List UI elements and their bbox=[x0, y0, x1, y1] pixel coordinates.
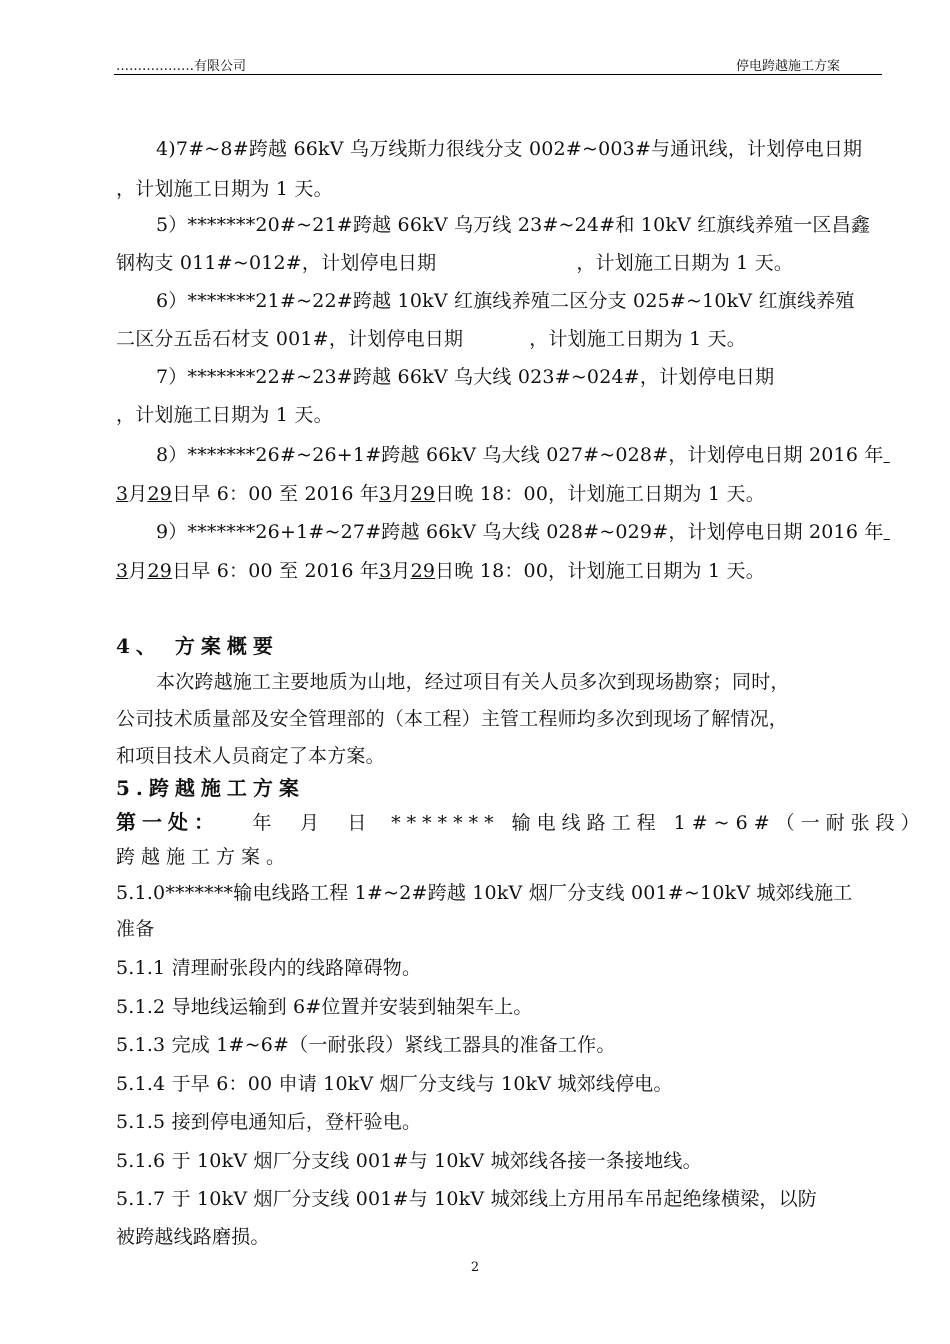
step-5-1-3: 5.1.3 完成 1#~6#（一耐张段）紧线工器具的准备工作。 bbox=[116, 1034, 616, 1056]
item-8-line1 bbox=[156, 440, 890, 467]
section-4-para-line1: 本次跨越施工主要地质为山地，经过项目有关人员多次到现场勘察；同时， bbox=[156, 671, 790, 693]
date-day: 29 bbox=[147, 483, 173, 505]
date-month-4: 3 bbox=[379, 560, 392, 582]
section-5-heading: 5.跨越施工方案 bbox=[116, 776, 305, 800]
step-5-1-2: 5.1.2 导地线运输到 6#位置并安装到轴架车上。 bbox=[116, 996, 533, 1018]
date-day-3: 29 bbox=[147, 560, 173, 582]
step-5-1-0-line1: 5.1.0*******输电线路工程 1#~2#跨越 10kV 烟厂分支线 001#~10kV 城郊线施工 bbox=[116, 882, 853, 904]
item-8-text: 8）*******26#~26+1#跨越 66kV 乌大线 027#~028#，计划停电日期 2016 年 bbox=[156, 444, 884, 466]
step-5-1-5: 5.1.5 接到停电通知后，登杆验电。 bbox=[116, 1111, 422, 1133]
date-month-2: 3 bbox=[379, 483, 392, 505]
first-location-date: 年 月 日 bbox=[252, 812, 367, 834]
first-location-label: 第一处： bbox=[116, 810, 220, 834]
item-5-line2 bbox=[116, 248, 793, 275]
item-9-text: 9）*******26+1#~27#跨越 66kV 乌大线 028#~029#，计划停电日期 2016 年 bbox=[156, 521, 884, 543]
item-6-text: 二区分五岳石材支 001#，计划停电日期 bbox=[116, 328, 464, 350]
item-5-text: 钢构支 011#~012#，计划停电日期 bbox=[116, 252, 437, 274]
section-4-para-line3: 和项目技术人员商定了本方案。 bbox=[116, 745, 385, 767]
date-month: 3 bbox=[116, 483, 129, 505]
date-day-4: 29 bbox=[410, 560, 436, 582]
item-7-line2: ，计划施工日期为 1 天。 bbox=[116, 404, 333, 426]
step-5-1-6: 5.1.6 于 10kV 烟厂分支线 001#与 10kV 城郊线各接一条接地线。 bbox=[116, 1150, 702, 1172]
item-9-line2: 3月29日早 6：00 至 2016 年3月29日晚 18：00，计划施工日期为 1 天。 bbox=[116, 560, 765, 582]
header-rule bbox=[114, 74, 882, 75]
item-9-line1 bbox=[156, 517, 890, 544]
first-location-desc: ******* 输电线路工程 1#~6#（一耐张段） bbox=[391, 812, 926, 834]
item-7-line1: 7）*******22#~23#跨越 66kV 乌大线 023#~024#，计划停电日期 bbox=[156, 366, 775, 388]
step-5-1-7-line1: 5.1.7 于 10kV 烟厂分支线 001#与 10kV 城郊线上方用吊车吊起绝缘横梁，以防 bbox=[116, 1188, 817, 1210]
header-company: ………………有限公司 bbox=[116, 59, 247, 74]
date-day-2: 29 bbox=[410, 483, 436, 505]
step-5-1-7-line2: 被跨越线路磨损。 bbox=[116, 1226, 270, 1248]
item-5-tail: ，计划施工日期为 1 天。 bbox=[576, 252, 794, 274]
item-8-line2: 3月29日早 6：00 至 2016 年3月29日晚 18：00，计划施工日期为 1 天。 bbox=[116, 483, 765, 505]
step-5-1-0-line2: 准备 bbox=[116, 918, 155, 940]
step-5-1-4: 5.1.4 于早 6：00 申请 10kV 烟厂分支线与 10kV 城郊线停电。 bbox=[116, 1073, 673, 1095]
section-4-heading: 4、 方案概要 bbox=[116, 634, 279, 658]
first-location-line2: 跨越施工方案。 bbox=[116, 846, 292, 868]
date-month-3: 3 bbox=[116, 560, 129, 582]
first-location-line1 bbox=[116, 806, 926, 835]
item-5-line1: 5）*******20#~21#跨越 66kV 乌万线 23#~24#和 10kV 红旗线养殖一区昌鑫 bbox=[156, 214, 871, 236]
item-4-line2: ，计划施工日期为 1 天。 bbox=[116, 178, 333, 200]
item-6-tail: ，计划施工日期为 1 天。 bbox=[529, 328, 747, 350]
item-6-line2 bbox=[116, 324, 746, 351]
item-6-line1: 6）*******21#~22#跨越 10kV 红旗线养殖二区分支 025#~10kV 红旗线养殖 bbox=[156, 290, 855, 312]
page-number: 2 bbox=[470, 1260, 480, 1275]
item-4-line1: 4)7#~8#跨越 66kV 乌万线斯力很线分支 002#~003#与通讯线，计划停电日期 bbox=[156, 138, 863, 160]
step-5-1-1: 5.1.1 清理耐张段内的线路障碍物。 bbox=[116, 957, 422, 979]
header-doc-title: 停电跨越施工方案 bbox=[735, 59, 840, 74]
section-4-para-line2: 公司技术质量部及安全管理部的（本工程）主管工程师均多次到现场了解情况， bbox=[116, 708, 789, 730]
